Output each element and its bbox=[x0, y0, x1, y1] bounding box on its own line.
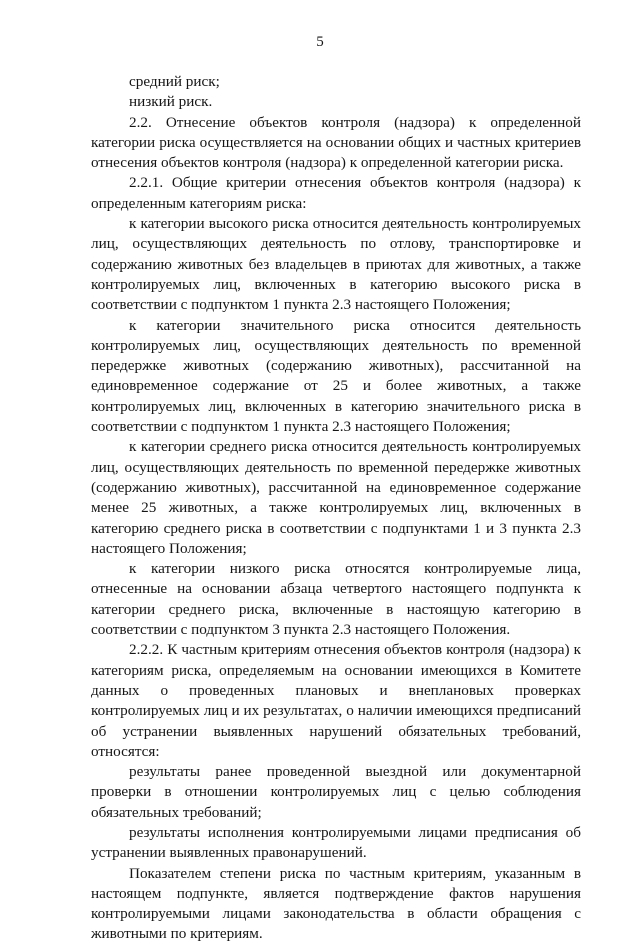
order-execution-criterion: результаты исполнения контролируемыми лицами предписания об устранении выявленных правонарушений. bbox=[91, 823, 581, 862]
inspection-results-criterion: результаты ранее проведенной выездной или документарной проверки в отношении контролируемых лиц с целью соблюдения обязательных требований; bbox=[91, 763, 581, 821]
clause-2-2-1: 2.2.1. Общие критерии отнесения объектов контроля (надзора) к определенным категориям риска: bbox=[91, 174, 581, 212]
low-risk-criteria: к категории низкого риска относятся контролируемые лица, отнесенные на основании абзаца четвертого настоящего подпункта к категории среднего риска, включенные в настоящую категорию в соответствии с подпунктом 3 пункта 2.3 настоящего Положения. bbox=[91, 560, 581, 639]
medium-risk-criteria: к категории среднего риска относится деятельность контролируемых лиц, осуществляющих деятельность по временной передержке животных (содержанию животных), рассчитанной на единовременное содержание менее 25 животных, а также контролируемых лиц, включенных в категорию среднего риска в соответствии с подпунктами 1 и 3 пункта 2.3 настоящего Положения; bbox=[91, 438, 581, 557]
clause-2-2: 2.2. Отнесение объектов контроля (надзора) к определенной категории риска осуществляется на основании общих и частных критериев отнесения объектов контроля (надзора) к определенной категории риска. bbox=[91, 113, 581, 172]
page-number: 5 bbox=[316, 34, 324, 50]
document-body bbox=[91, 72, 581, 945]
high-risk-criteria: к категории высокого риска относится деятельность контролируемых лиц, осуществляющих деятельность по отлову, транспортировке и содержанию животных без владельцев в приютах для животных, а также контролируемых лиц, включенных в категорию высокого риска в соответствии с подпунктом 1 пункта 2.3 настоящего Положения; bbox=[91, 215, 581, 314]
risk-level-low: низкий риск. bbox=[129, 93, 213, 111]
risk-indicator-paragraph: Показателем степени риска по частным критериям, указанным в настоящем подпункте, является подтверждение фактов нарушения контролируемыми лицами законодательства в области обращения с животными по критериям. bbox=[91, 864, 581, 943]
clause-2-2-2: 2.2.2. К частным критериям отнесения объектов контроля (надзора) к категориям риска, определяемым на основании имеющихся в Комитете данных о проведенных плановых и внеплановых проверках контролируемых лиц и их результатах, о наличии имеющихся предписаний об устранении выявленных нарушений обязательных требований, относятся: bbox=[91, 641, 581, 760]
significant-risk-criteria: к категории значительного риска относится деятельность контролируемых лиц, осуществляющих деятельность по временной передержке животных (содержанию животных), рассчитанной на единовременное содержание от 25 и более животных, а также контролируемых лиц, включенных в категорию значительного риска в соответствии с подпунктом 1 пункта 2.3 настоящего Положения; bbox=[91, 316, 581, 436]
risk-level-medium: средний риск; bbox=[129, 73, 220, 90]
